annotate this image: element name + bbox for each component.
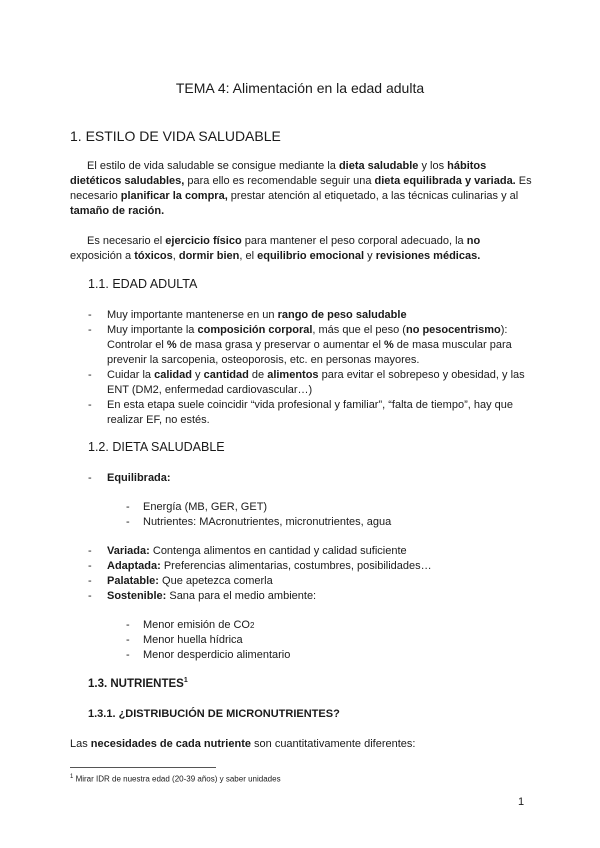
paragraph-estilo-vida: El estilo de vida saludable se consigue mediante la dieta saludable y los hábitos dietéticos saludables, para ello es recomendable seguir una dieta equilibrada y variada. Es necesario planificar la compra, prestar atención al etiquetado, a las técnicas culinarias y al tamaño de ración. <box>70 160 532 217</box>
footnote-divider <box>70 767 216 768</box>
section-heading-estilo-vida: 1. ESTILO DE VIDA SALUDABLE <box>70 128 281 144</box>
section-heading-dieta-saludable: 1.2. DIETA SALUDABLE <box>88 440 225 454</box>
footnote-ref: 1 <box>183 677 188 684</box>
section-heading-nutrientes: 1.3. NUTRIENTES$^1$ <box>88 677 188 690</box>
list-item: - Variada: Contenga alimentos en cantidad y calidad suficiente <box>88 544 528 559</box>
equilibrada-sublist <box>126 500 526 530</box>
list-item: - Muy importante la composición corporal, más que el peso (no pesocentrismo): Controlar el % de masa grasa y preservar o aumentar el % de masa muscular para prevenir la sarcopenia, osteoporosis, etc. en personas mayores. <box>88 323 528 368</box>
equilibrada-list <box>88 471 528 486</box>
paragraph-ejercicio: Es necesario el ejercicio físico para mantener el peso corporal adecuado, la no exposición a tóxicos, dormir bien, el equilibrio emocional y revisiones médicas. <box>70 235 481 262</box>
paragraph-necesidades: Las necesidades de cada nutriente son cuantitativamente diferentes: <box>70 738 416 750</box>
list-item: - Cuidar la calidad y cantidad de alimentos para evitar el sobrepeso y obesidad, y las ENT (DM2, enfermedad cardiovascular…) <box>88 368 528 398</box>
list-item: - Nutrientes: MAcronutrientes, micronutrientes, agua <box>126 515 526 530</box>
dieta-criteria-list <box>88 544 528 604</box>
list-item: - Palatable: Que apetezca comerla <box>88 574 528 589</box>
section-heading-edad-adulta: 1.1. EDAD ADULTA <box>88 277 198 291</box>
page-title: TEMA 4: Alimentación en la edad adulta <box>175 80 425 96</box>
list-item: - En esta etapa suele coincidir “vida profesional y familiar”, “falta de tiempo”, hay que realizar EF, no estés. <box>88 398 528 428</box>
page-number: 1 <box>518 796 525 808</box>
list-item: - Energía (MB, GER, GET) <box>126 500 526 515</box>
sostenible-sublist <box>126 618 526 663</box>
section-heading-micronutrientes: 1.3.1. ¿DISTRIBUCIÓN DE MICRONUTRIENTES? <box>88 708 340 720</box>
list-item: - Equilibrada: <box>88 471 528 486</box>
list-item: - Adaptada: Preferencias alimentarias, costumbres, posibilidades… <box>88 559 528 574</box>
list-item: - Menor desperdicio alimentario <box>126 648 526 663</box>
list-item: - Sostenible: Sana para el medio ambiente: <box>88 589 528 604</box>
list-item: - Menor huella hídrica <box>126 633 526 648</box>
list-item: - Menor emisión de CO2 <box>126 618 526 633</box>
edad-adulta-list <box>88 308 528 428</box>
list-item: - Muy importante mantenerse en un rango de peso saludable <box>88 308 528 323</box>
footnote: $^1$ Mirar IDR de nuestra edad (20-39 años) y saber unidades <box>70 774 281 784</box>
